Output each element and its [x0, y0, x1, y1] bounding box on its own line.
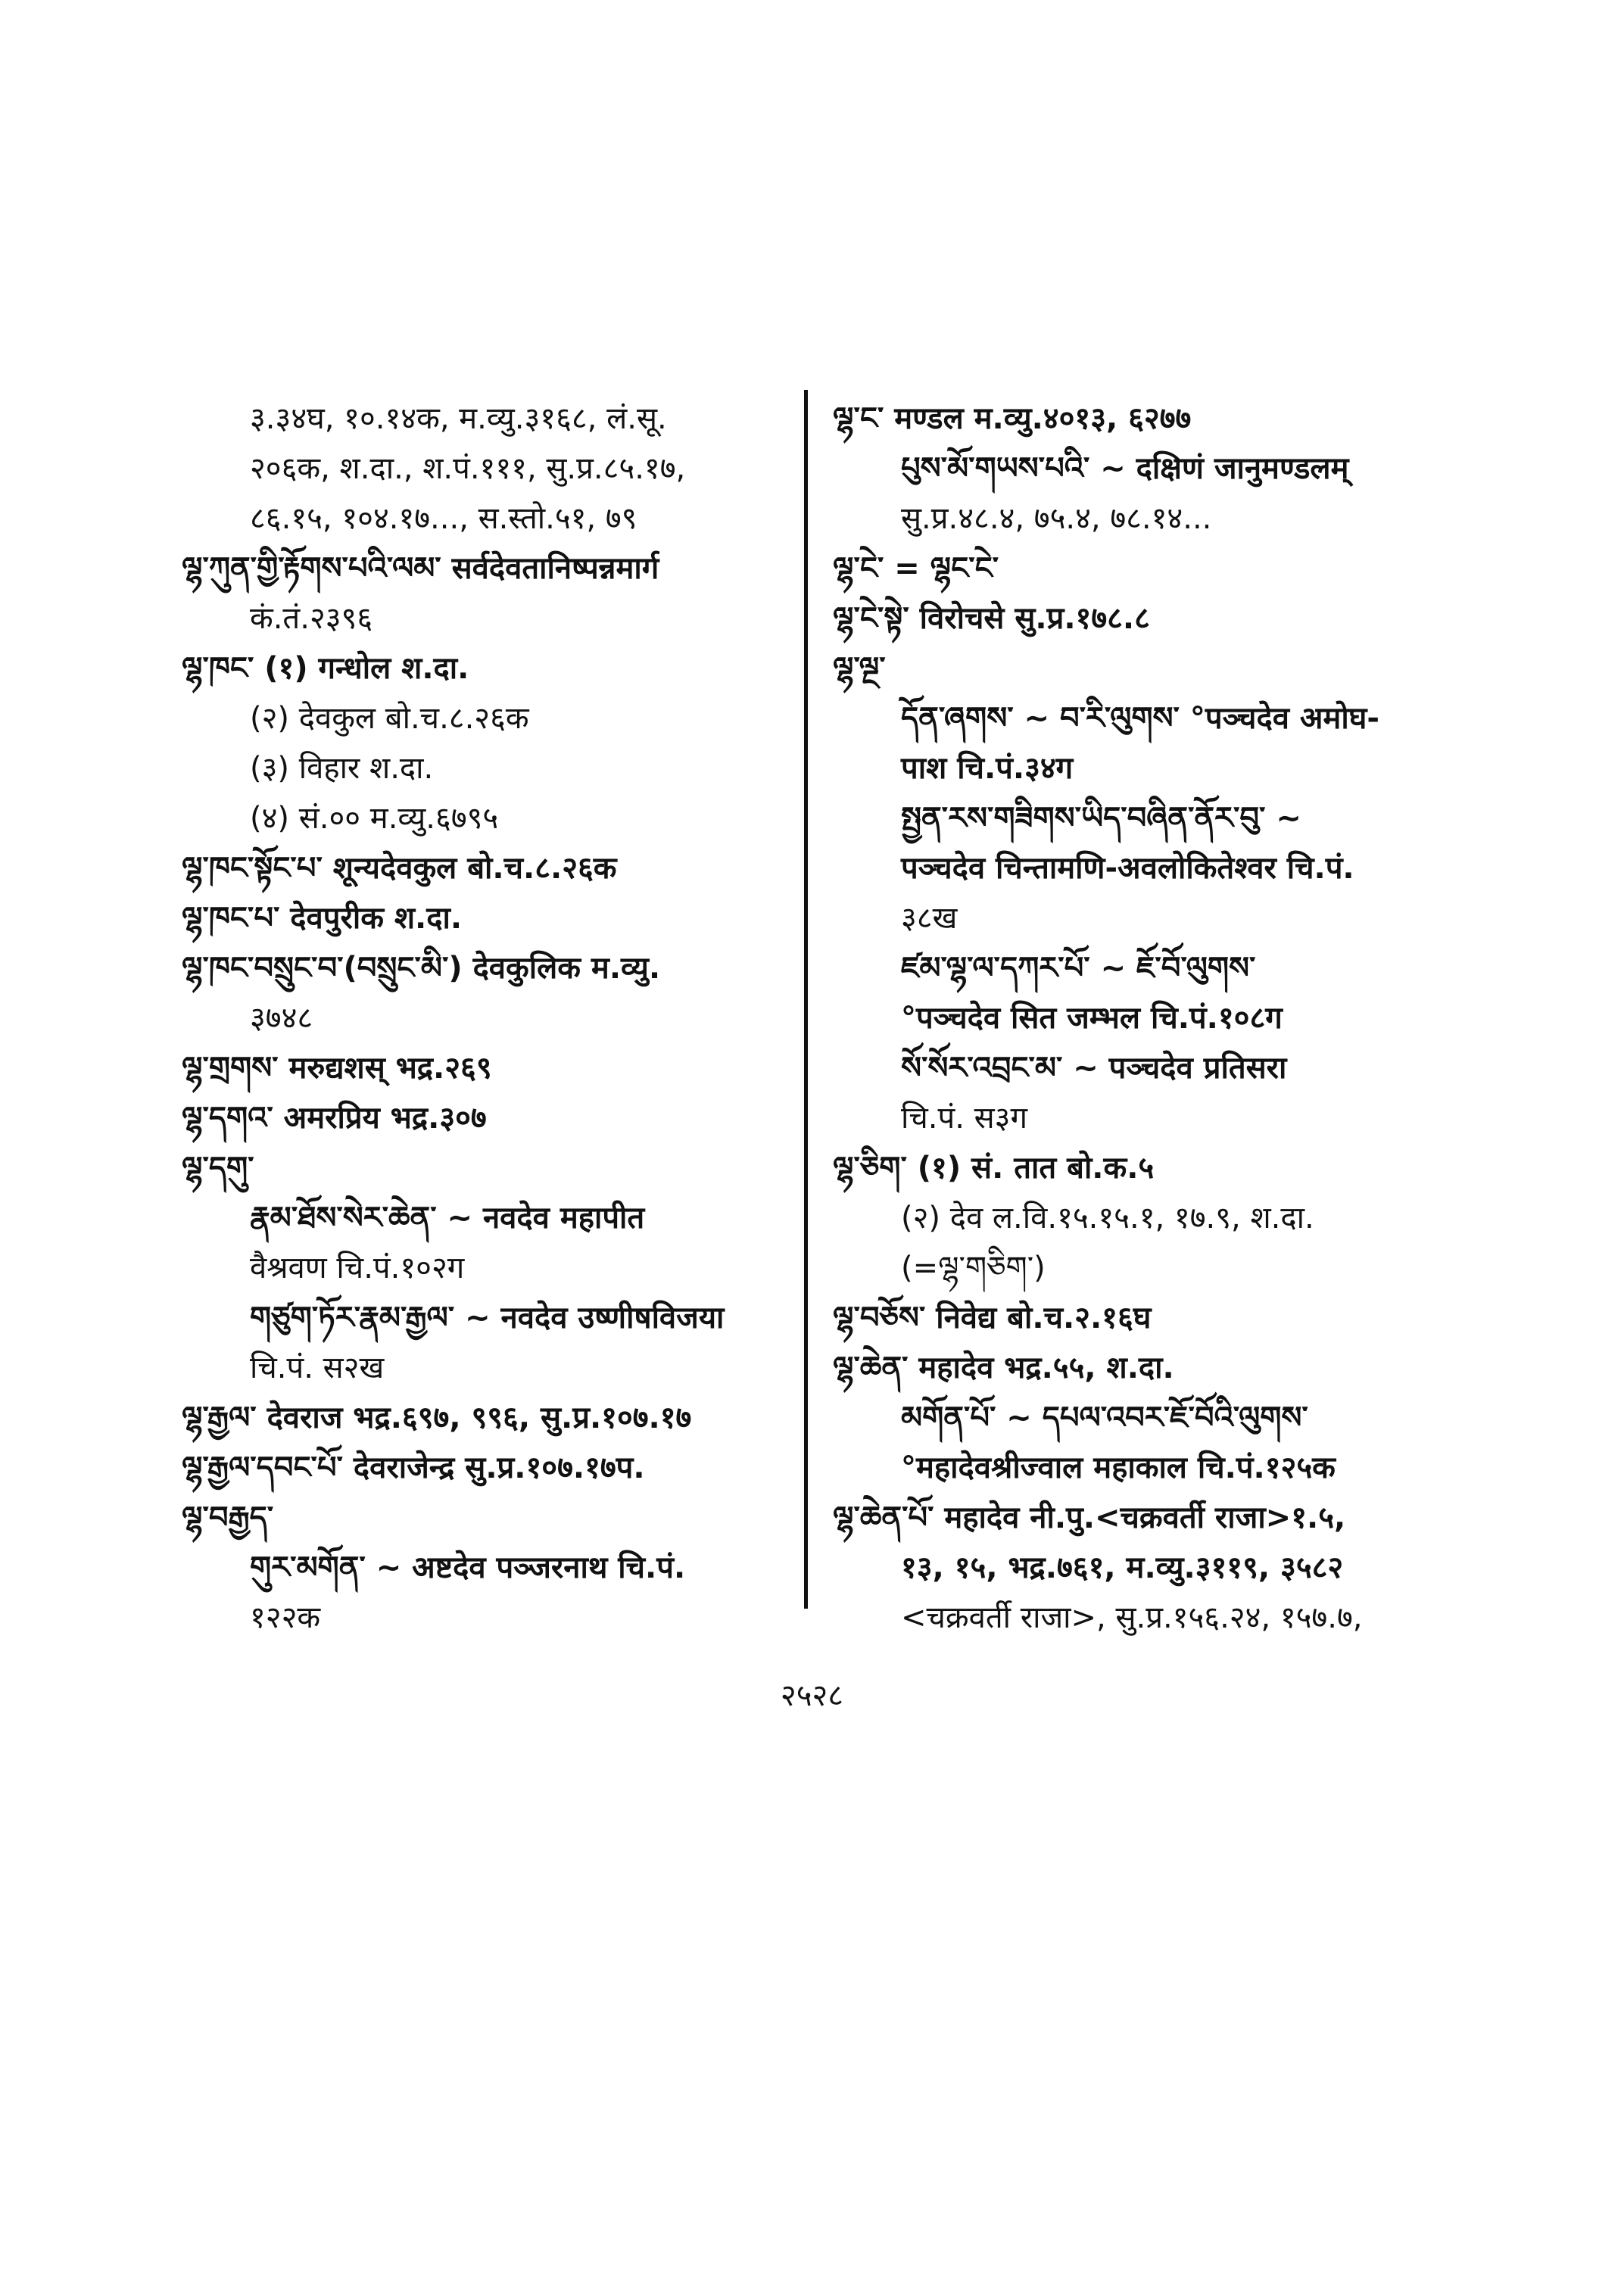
- dictionary-entry-line: २०६क, श.दा., श.पं.१११, सु.प्र.८५.१७,: [250, 451, 686, 486]
- dictionary-entry-line: (=ལྷ་གཅིག་): [901, 1251, 1046, 1285]
- dictionary-entry-line: པུས་མོ་གཡས་པའི་ ~ दक्षिणं जानुमण्डलम्: [901, 451, 1349, 486]
- dictionary-entry-line: རྣམ་ཐོས་སེར་ཆེན་ ~ नवदेव महापीत: [250, 1201, 645, 1235]
- dictionary-entry-line: पाश चि.पं.३४ग: [901, 751, 1074, 786]
- dictionary-entry-line: °महादेवश्रीज्वाल महाकाल चि.पं.१२५क: [901, 1450, 1336, 1485]
- dictionary-headword-line: ལྷ་བརྒྱད་: [182, 1500, 274, 1535]
- dictionary-entry-line: ཛམ་ལྷ་ལ་དཀར་པོ་ ~ ཇོ་བོ་ལུགས་: [901, 951, 1256, 986]
- dictionary-entry-line: (२) देव ल.वि.१५.१५.१, १७.९, श.दा.: [901, 1201, 1314, 1235]
- page-number: २५२८: [780, 1678, 844, 1713]
- dictionary-entry-line: कं.तं.२३९६: [250, 601, 373, 636]
- dictionary-entry-line: (२) देवकुल बो.च.८.२६क: [250, 701, 529, 736]
- dictionary-entry-line: གཙུག་ཏོར་རྣམ་རྒྱལ་ ~ नवदेव उष्णीषविजया: [250, 1301, 725, 1335]
- dictionary-headword-line: ལྷ་ངེ་སྟེ་ विरोचसे सु.प्र.१७८.८: [833, 601, 1150, 636]
- dictionary-entry-line: ३७४८: [250, 1001, 313, 1036]
- dictionary-entry-line: སོ་སོར་འབྲང་མ་ ~ पञ्चदेव प्रतिसरा: [901, 1051, 1287, 1086]
- dictionary-entry-line: ३८ख: [901, 901, 958, 936]
- dictionary-headword-line: ལྷ་དགུ་: [182, 1151, 254, 1185]
- dictionary-entry-line: चि.पं. स२ख: [250, 1351, 385, 1385]
- dictionary-headword-line: ལྷ་ཅིག་ (१) सं. तात बो.क.५: [833, 1151, 1155, 1185]
- dictionary-entry-line: (३) विहार श.दा.: [250, 751, 434, 786]
- dictionary-entry-line: སྤྱན་རས་གཟིགས་ཡིད་བཞིན་ནོར་བུ་ ~: [901, 801, 1301, 836]
- dictionary-entry-line: <चक्रवर्ती राजा>, सु.प्र.१५६.२४, १५७.७,: [901, 1600, 1363, 1635]
- dictionary-headword-line: ལྷ་ལྔ་: [833, 651, 886, 686]
- dictionary-headword-line: ལྷ་ཆེན་ महादेव भद्र.५५, श.दा.: [833, 1351, 1174, 1385]
- column-divider: [804, 390, 808, 1609]
- dictionary-entry-line: १३, १५, भद्र.७६१, म.व्यु.३११९, ३५८२: [901, 1550, 1344, 1585]
- dictionary-headword-line: ལྷ་ང་ मण्डल म.व्यु.४०१३, ६२७७: [833, 401, 1192, 436]
- dictionary-entry-line: १२२क: [250, 1600, 321, 1635]
- dictionary-entry-line: ८६.१५, १०४.१७..., स.स्तो.५१, ७९: [250, 501, 637, 536]
- dictionary-headword-line: ལྷ་ཁང་པ་ देवपुरीक श.दा.: [182, 901, 463, 936]
- dictionary-headword-line: ལྷ་ཁང་ (१) गन्धोल श.दा.: [182, 651, 469, 686]
- dictionary-entry-line: चि.पं. स३ग: [901, 1101, 1027, 1136]
- dictionary-entry-line: पञ्चदेव चिन्तामणि-अवलोकितेश्वर चि.पं.: [901, 851, 1354, 886]
- dictionary-entry-line: सु.प्र.४८.४, ७५.४, ७८.१४...: [901, 501, 1212, 536]
- dictionary-headword-line: ལྷ་རྒྱལ་དབང་པོ་ देवराजेन्द्र सु.प्र.१०७.१७प.: [182, 1450, 645, 1485]
- left-column: [182, 394, 803, 1643]
- dictionary-headword-line: ལྷ་བཅོས་ निवेद्य बो.च.२.१६घ: [833, 1301, 1152, 1335]
- dictionary-headword-line: ལྷ་ཁང་བསྲུང་བ་(བསྲུང་མི་) देवकुलिक म.व्यु.: [182, 951, 661, 986]
- dictionary-entry-line: དོན་ཞགས་ ~ བ་རི་ལུགས་ °पञ्चदेव अमोघ-: [901, 701, 1379, 736]
- dictionary-headword-line: ལྷ་རྒྱལ་ देवराज भद्र.६९७, ९९६, सु.प्र.१०७.१७: [182, 1400, 692, 1435]
- dictionary-entry-line: མགོན་པོ་ ~ དཔལ་འབར་ཇོ་བོའི་ལུགས་: [901, 1400, 1308, 1435]
- dictionary-headword-line: ལྷ་ཆེན་པོ་ महादेव नी.पु.<चक्रवर्ती राजा>१.५,: [833, 1500, 1346, 1535]
- dictionary-headword-line: ལྷ་ཀུན་གྱི་རྟོགས་པའི་ལམ་ सर्वदेवतानिष्पन्नमार्ग: [182, 551, 659, 586]
- dictionary-headword-line: ལྷ་ཁང་སྟོང་པ་ शून्यदेवकुल बो.च.८.२६क: [182, 851, 617, 886]
- dictionary-entry-line: (४) सं.०० म.व्यु.६७९५: [250, 801, 499, 836]
- dictionary-headword-line: ལྷ་དགའ་ अमरप्रिय भद्र.३०७: [182, 1101, 487, 1136]
- right-column: [833, 394, 1469, 1643]
- dictionary-entry-line: वैश्रवण चि.पं.१०२ग: [250, 1251, 465, 1285]
- dictionary-entry-line: ३.३४घ, १०.१४क, म.व्यु.३१६८, लं.सू.: [250, 401, 667, 436]
- dictionary-entry-line: གུར་མགོན་ ~ अष्टदेव पञ्जरनाथ चि.पं.: [250, 1550, 686, 1585]
- dictionary-headword-line: ལྷ་ངེ་ = ལྷང་ངེ་: [833, 551, 999, 586]
- dictionary-entry-line: °पञ्चदेव सित जम्भल चि.पं.१०८ग: [901, 1001, 1283, 1036]
- dictionary-headword-line: ལྷ་གྲགས་ मरुद्यशस् भद्र.२६९: [182, 1051, 492, 1086]
